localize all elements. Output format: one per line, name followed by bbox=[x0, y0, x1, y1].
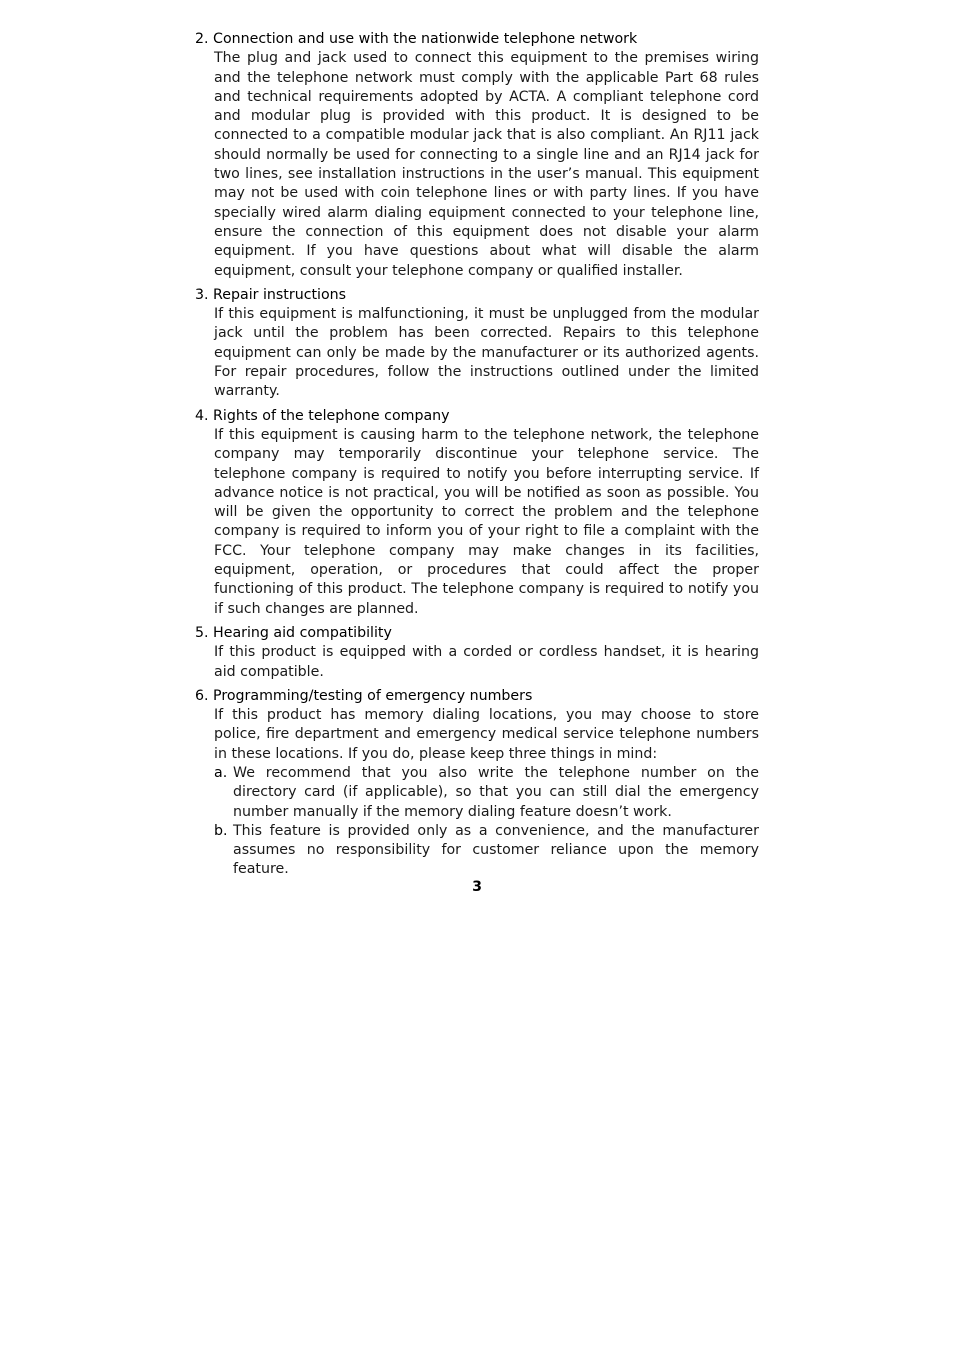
document-page bbox=[195, 30, 759, 885]
section-title: 5. Hearing aid compatibility bbox=[195, 624, 392, 641]
section-body: If this product is equipped with a corded or cordless handset, it is hearing aid compatible. bbox=[214, 644, 759, 680]
section-title: 2. Connection and use with the nationwide telephone network bbox=[195, 31, 638, 47]
list-item bbox=[214, 764, 759, 822]
list-item-text: This feature is provided only as a convenience, and the manufacturer assumes no responsibility for customer reliance upon the memory feature. bbox=[233, 822, 759, 878]
section-body: If this equipment is causing harm to the telephone network, the telephone company may temporarily discontinue your telephone service. The telephone company is required to notify you before interrupting service. If advance notice is not practical, you will be notified as soon as possible. You will be given the opportunity to correct the problem and the telephone company is required to inform you of your right to file a complaint with the FCC. Your telephone company may make changes in its facilities, equipment, operation, or procedures that could affect the proper functioning of this product. The telephone company is required to notify you if such changes are planned. bbox=[214, 426, 759, 617]
section-title: 4. Rights of the telephone company bbox=[195, 407, 450, 424]
page-number: 3 bbox=[472, 879, 482, 895]
section-emergency-numbers bbox=[195, 687, 759, 880]
section-repair-instructions bbox=[195, 286, 759, 402]
section-telephone-company-rights bbox=[195, 407, 759, 619]
section-title: 3. Repair instructions bbox=[195, 286, 347, 303]
section-network-connection bbox=[195, 30, 759, 281]
section-body: The plug and jack used to connect this equipment to the premises wiring and the telephone network must comply with the applicable Part 68 rules and technical requirements adopted by ACTA. A compliant telephone cord and modular plug is provided with this product. It is designed to be connected to a compatible modular jack that is also compliant. An RJ11 jack should normally be used for connecting to a single line and an RJ14 jack for two lines, see installation instructions in the user’s manual. This equipment may not be used with coin telephone lines or with party lines. If you have specially wired alarm dialing equipment connected to your telephone line, ensure the connection of this equipment does not disable your alarm equipment. If you have questions about what will disable the alarm equipment, consult your telephone company or qualified installer. bbox=[214, 50, 759, 279]
list-item bbox=[214, 822, 759, 880]
list-item-text: We recommend that you also write the telephone number on the directory card (if applicable), so that you can still dial the emergency number manually if the memory dialing feature doesn’t work. bbox=[233, 764, 759, 820]
section-body: If this product has memory dialing locations, you may choose to store police, fire department and emergency medical service telephone numbers in these locations. If you do, please keep three things in mind: bbox=[214, 707, 759, 762]
section-title: 6. Programming/testing of emergency numbers bbox=[195, 687, 533, 704]
section-hearing-aid-compatibility bbox=[195, 624, 759, 682]
list-item-letter: a. bbox=[214, 764, 228, 781]
section-body: If this equipment is malfunctioning, it must be unplugged from the modular jack until the problem has been corrected. Repairs to this telephone equipment can only be made by the manufacturer or its authorized agents. For repair procedures, follow the instructions outlined under the limited warranty. bbox=[214, 306, 759, 400]
list-item-letter: b. bbox=[214, 822, 228, 839]
